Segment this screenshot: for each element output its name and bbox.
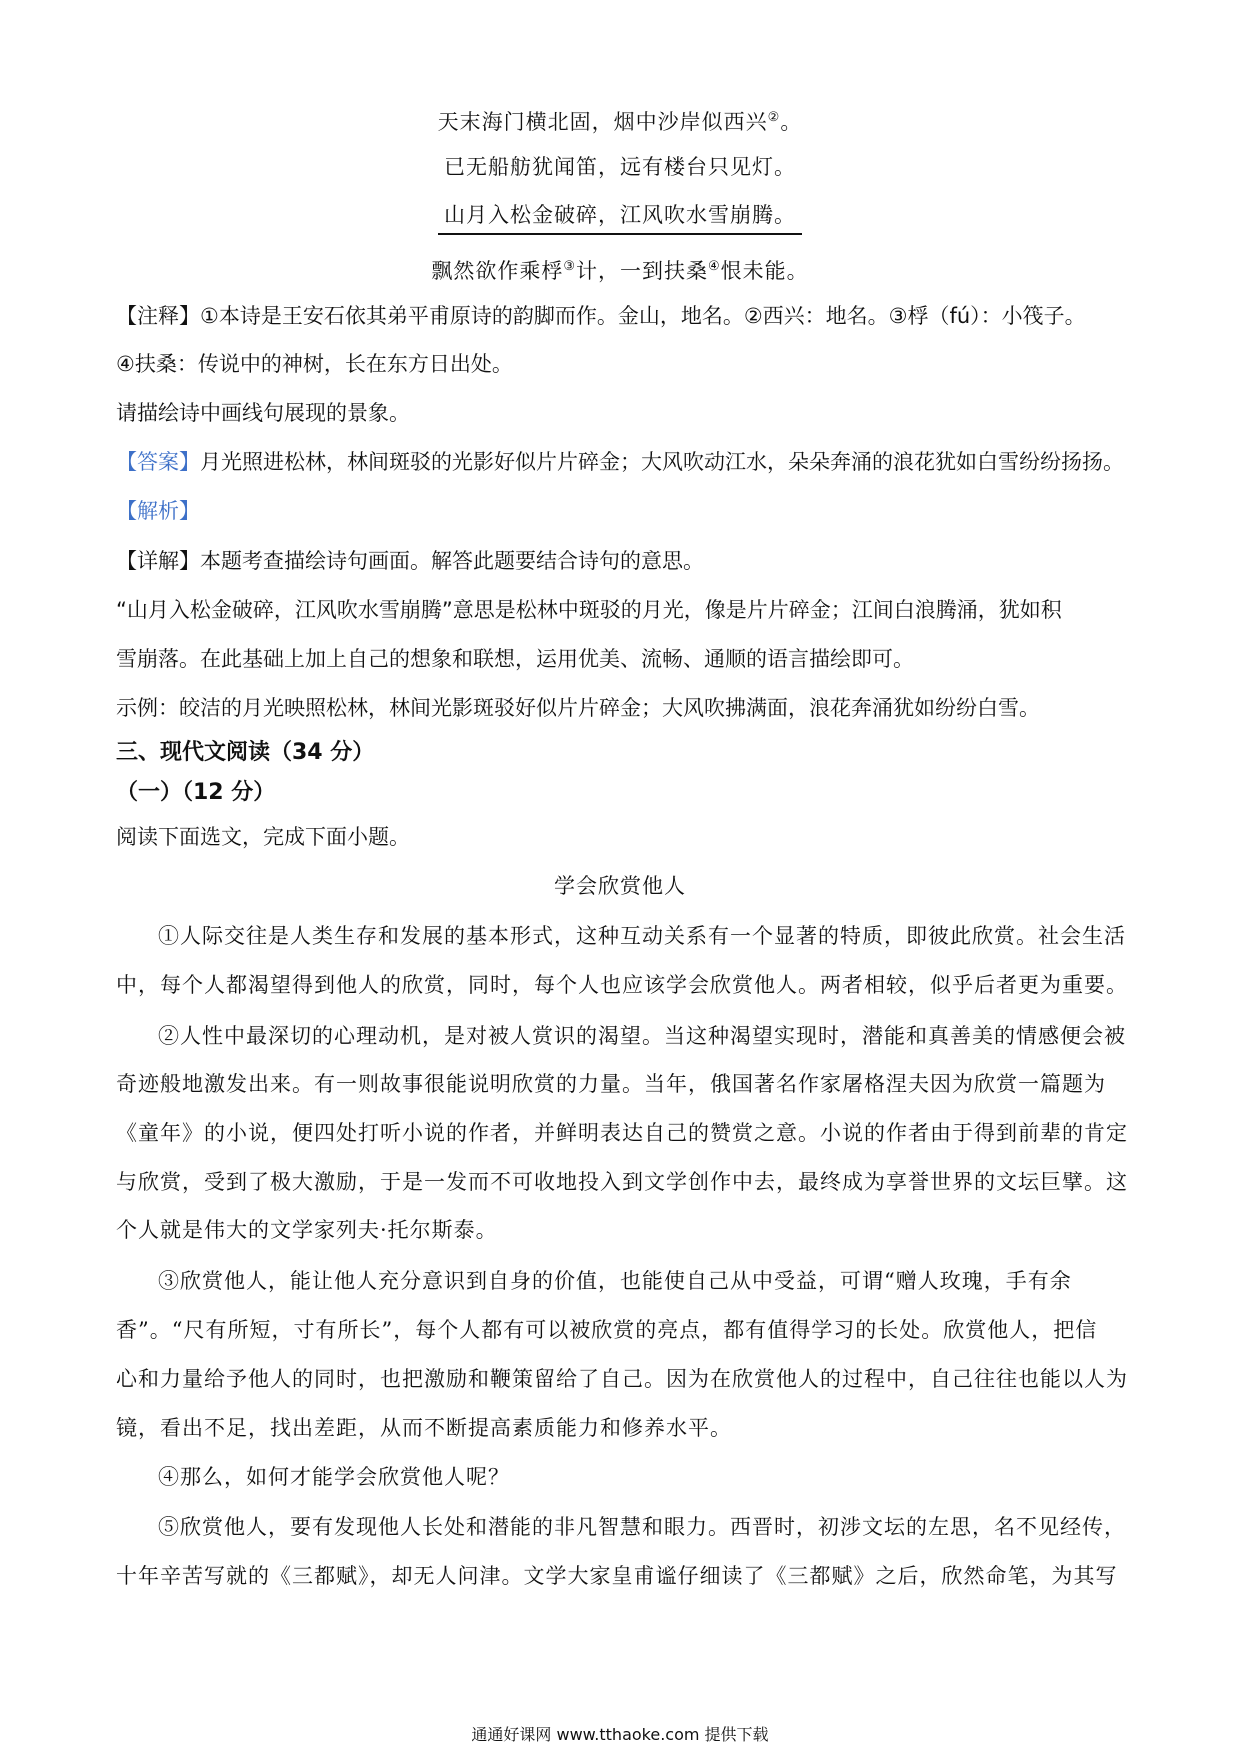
notes-line-2: ④扶桑：传说中的神树，长在东方日出处。 [116,352,513,376]
footnote-marker: ② [767,110,781,125]
detail-line-2: “山月入松金破碎，江风吹水雪崩腾”意思是松林中斑驳的月光，像是片片碎金；江间白浪腾涌，犹如积 [116,598,1062,622]
article-line: ①人际交往是人类生存和发展的基本形式，这种互动关系有一个显著的特质，即彼此欣赏。社会生活 [158,924,1126,948]
article-line: 镜，看出不足，找出差距，从而不断提高素质能力和修养水平。 [116,1416,732,1440]
poem-line-2: 已无船舫犹闻笛，远有楼台只见灯。 [444,155,796,179]
poem-line-1-text: 天末海门横北固，烟中沙岸似西兴 [437,110,768,134]
poem-line-4 [0,252,1240,286]
analysis-tag: 【解析】 [116,499,200,523]
poem-line-3 [0,200,1240,235]
footnote-marker: ④ [708,259,721,274]
article-line: 《童年》的小说，便四处打听小说的作者，并鲜明表达自己的赞赏之意。小说的作者由于得到前辈的肯定 [116,1121,1128,1145]
question-text: 请描绘诗中画线句展现的景象。 [116,401,410,425]
sub-heading: （一）（12 分） [116,780,276,805]
poem-line-4-part-c: 恨未能。 [720,259,809,283]
detail-line-4: 示例：皎洁的月光映照松林，林间光影斑驳好似片片碎金；大风吹拂满面，浪花奔涌犹如纷纷白雪。 [116,696,1040,720]
article-line: 香”。“尺有所短，寸有所长”，每个人都有可以被欣赏的亮点，都有值得学习的长处。欣赏他人，把信 [116,1318,1098,1342]
detail-line-3: 雪崩落。在此基础上加上自己的想象和联想，运用优美、流畅、通顺的语言描绘即可。 [116,647,914,671]
notes-line-1: 【注释】①本诗是王安石依其弟平甫原诗的韵脚而作。金山，地名。②西兴：地名。③桴（fú）：小筏子。 [116,304,1086,328]
footnote-marker: ③ [563,259,576,274]
article-title: 学会欣赏他人 [554,874,686,898]
article-line: 与欣赏，受到了极大激励，于是一发而不可收地投入到文学创作中去，最终成为享誉世界的文坛巨擘。这 [116,1170,1128,1194]
detail-line-1: 【详解】本题考查描绘诗句画面。解答此题要结合诗句的意思。 [116,549,704,573]
article-line: ④那么，如何才能学会欣赏他人呢？ [158,1465,510,1489]
article-line: 十年辛苦写就的《三都赋》，却无人问津。文学大家皇甫谧仔细读了《三都赋》之后，欣然命笔，为其写 [116,1564,1118,1588]
article-line: 中，每个人都渴望得到他人的欣赏，同时，每个人也应该学会欣赏他人。两者相较，似乎后者更为重要。 [116,973,1128,997]
article-line: ⑤欣赏他人，要有发现他人长处和潜能的非凡智慧和眼力。西晋时，初涉文坛的左思，名不见经传， [158,1515,1126,1539]
instruction-text: 阅读下面选文，完成下面小题。 [116,825,410,849]
poem-line-4-part-a: 飘然欲作乘桴 [431,259,564,283]
footer-watermark: 通通好课网 www.tthaoke.com 提供下载 [471,1725,769,1744]
answer-text: 月光照进松林，林间斑驳的光影好似片片碎金；大风吹动江水，朵朵奔涌的浪花犹如白雪纷纷扬扬。 [200,450,1124,474]
article-line: ③欣赏他人，能让他人充分意识到自身的价值，也能使自己从中受益，可谓“赠人玫瑰，手有余 [158,1269,1072,1293]
underlined-poem-line: 山月入松金破碎，江风吹水雪崩腾。 [438,200,802,235]
poem-line-4-part-b: 计，一到扶桑 [576,259,708,283]
article-line: ②人性中最深切的心理动机，是对被人赏识的渴望。当这种渴望实现时，潜能和真善美的情感便会被 [158,1024,1126,1048]
poem-line-1 [0,103,1240,137]
article-line: 心和力量给予他人的同时，也把激励和鞭策留给了自己。因为在欣赏他人的过程中，自己往往也能以人为 [116,1367,1128,1391]
article-line: 个人就是伟大的文学家列夫·托尔斯泰。 [116,1218,498,1242]
answer-line [116,447,1124,477]
poem-line-1-end: 。 [780,110,803,134]
section-heading: 三、现代文阅读（34 分） [116,740,375,765]
article-line: 奇迹般地激发出来。有一则故事很能说明欣赏的力量。当年，俄国著名作家屠格涅夫因为欣赏一篇题为 [116,1072,1106,1096]
answer-tag: 【答案】 [116,450,200,474]
